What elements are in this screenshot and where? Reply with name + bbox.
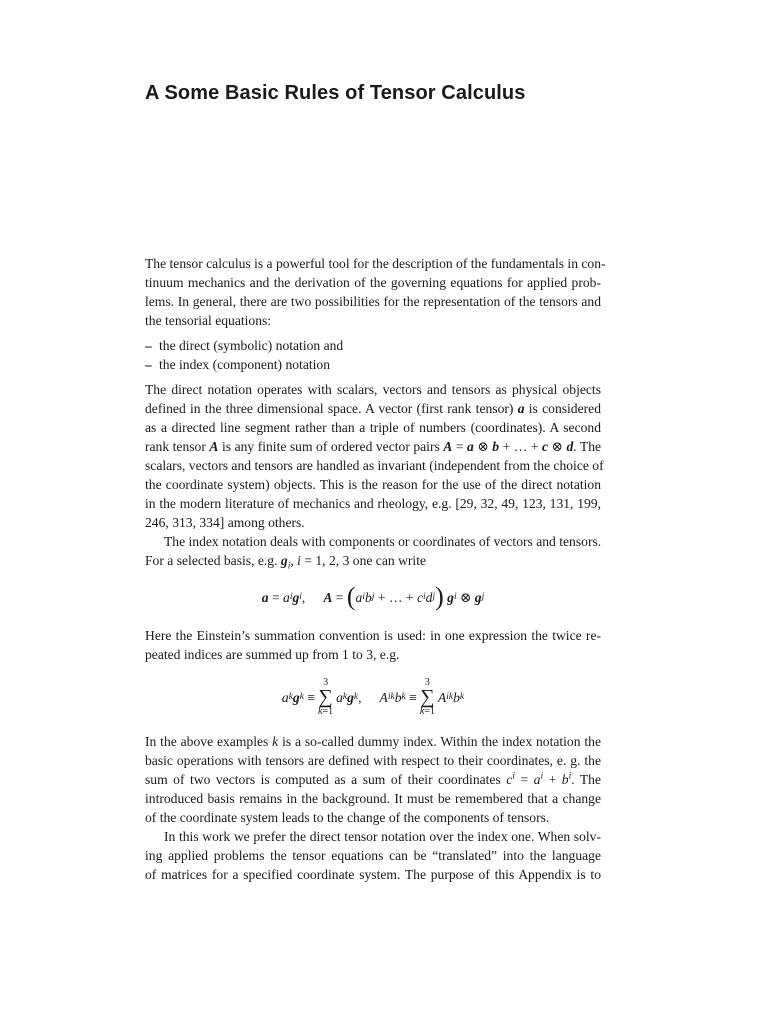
text-line: Here the Einstein’s summation convention is used: in one expression the twice re- [145,628,601,643]
paragraph-preference [145,827,601,884]
text-line: scalars, vectors and tensors are handled as invariant (independent from the choice of [145,458,604,473]
text-line: In the above examples k is a so-called dummy index. Within the index notation the [145,734,601,749]
text-line: the coordinate system) objects. This is the reason for the use of the direct notation [145,477,601,492]
sum-symbol: 3 ∑ k=1 [419,677,435,717]
text-line: in the modern literature of mechanics and rheology, e.g. [29, 32, 49, 123, 131, 199, [145,496,601,511]
sum-symbol: 3 ∑ k=1 [318,677,334,717]
text-line: tinuum mechanics and the derivation of the governing equations for applied prob- [145,275,601,290]
paragraph-direct-notation [145,380,604,532]
text-line: lems. In general, there are two possibilities for the representation of the tensors and [145,294,601,309]
list-item: – the index (component) notation [145,357,331,372]
text-line: peated indices are summed up from 1 to 3, e.g. [145,647,400,662]
list-item: – the direct (symbolic) notation and [145,338,344,353]
text-line: The tensor calculus is a powerful tool for the description of the fundamentals in con- [145,256,606,271]
text-line: The direct notation operates with scalars, vectors and tensors as physical objects [145,382,601,397]
text-line: introduced basis remains in the background. It must be remembered that a change [145,791,601,806]
text-line: of the coordinate system leads to the change of the components of tensors. [145,810,550,825]
paragraph-summation [145,626,601,664]
text-line: In this work we prefer the direct tensor notation over the index one. When solv- [164,829,601,844]
text-line: For a selected basis, e.g. $g_i$, i = 1, 2, 3 one can write [145,553,427,572]
paragraph-index-notation [145,532,601,570]
text-line: defined in the three dimensional space. A vector (first rank tensor) a is considered [145,401,601,416]
equation-vector-tensor: a = a i g i , A = ( a i b j + … + c i d j ) g i ⊗ g j [261,582,485,611]
paragraph-dummy-index [145,732,601,827]
text-line: 246, 313, 334] among others. [145,515,305,530]
text-line: The index notation deals with components or coordinates of vectors and tensors. [164,534,602,549]
chapter-title: A Some Basic Rules of Tensor Calculus [145,82,526,104]
text-line: rank tensor A is any finite sum of ordered vector pairs A = a ⊗ b + … + c ⊗ d. The [145,439,602,454]
text-line: ing applied problems the tensor equations can be “translated” into the language [145,848,601,863]
text-line: as a directed line segment rather than a triple of numbers (coordinates). A second [145,420,601,435]
notation-list [145,336,601,374]
body-text [145,254,606,884]
equation-summation: a k g k ≡ 3 ∑ k=1 a k g k , A ik b k ≡ 3 ∑ k=1 A ik b k [281,677,465,717]
text-line: basic operations with tensors are defined with respect to their coordinates, e. g. the [145,753,601,768]
text-line: of matrices for a specified coordinate system. The purpose of this Appendix is to [145,867,601,882]
paragraph-intro [145,254,606,330]
text-line: the tensorial equations: [145,313,272,328]
text-line: sum of two vectors is computed as a sum of their coordinates $c^i = a^i + b^i$. The [145,771,602,787]
